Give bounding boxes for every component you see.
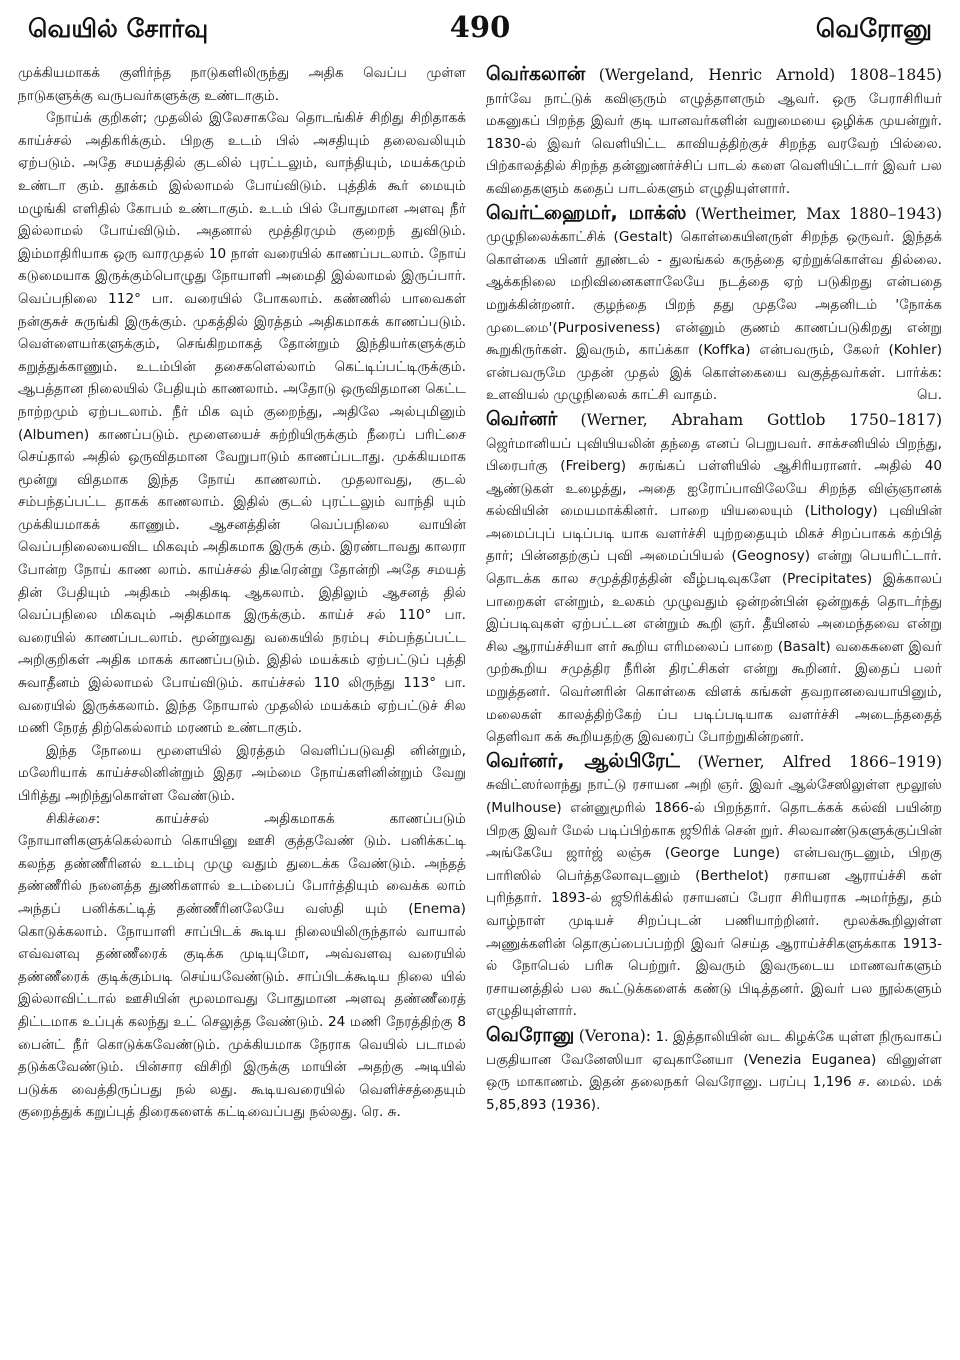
right-column bbox=[486, 62, 942, 1352]
running-head-right: வெரோனு bbox=[815, 14, 932, 43]
entry-body: 1. இத்தாலியின் வட கிழக்கே யுள்ள நிருவாகப் பகுதியான வேனேஸியா ஏவுகானேயா (Venezia Euganea) வினுள்ள ஒரு மாகாணம். இதன் தலைநகர் வெரோனு. பரப்பு 1,196 ச. மைல். மக் 5,85,893 (1936). bbox=[486, 1028, 942, 1113]
entry-verona bbox=[486, 1024, 942, 1116]
author-signature: ரெ. சு. bbox=[361, 1104, 401, 1121]
entry-headword: வெரோனு bbox=[486, 1023, 575, 1046]
entry-latin-name: (Verona): bbox=[578, 1026, 651, 1045]
entry-werner-abraham bbox=[486, 408, 942, 749]
entry-headword: வெர்னர் bbox=[486, 407, 558, 430]
paragraph-continuation: முக்கியமாகக் குளிர்ந்த நாடுகளிலிருந்து அதிக வெப்ப முள்ள நாடுகளுக்கு வருபவர்களுக்கு உண்டாகும். bbox=[18, 65, 466, 104]
entry-body: சுவிட்ஸர்லாந்து நாட்டு ரசாயன அறி ஞர். இவர் ஆல்சேஸிலுள்ள மூலூஸ் (Mulhouse) என்னுமூரில் 1866-ல் பிறந்தார். தொடக்கக் கல்வி பயின்ற பிறகு இவர் மேல் படிப்பிற்காக ஜூரிக் சென் றுர். சிலவாண்டுகளுக்குப்பின் அங்கேயே ஜார்ஜ் லஞ்சு (George Lunge) என்பவருடனும், பிறகு பாரிஸில் பெர்த்தலோவுடனும் (Berthelot) ரசாயன ஆராய்ச்சி கள் புரிந்தார். 1893-ல் ஜூரிக்கில் ரசாயனப் பேரா சிரியராக அமர்ந்து, தம் வாழ்நாள் முடியச் சிறப்புடன் பணியாற்றினர். மூலக்கூறிலுள்ள அணுக்களின் தொகுப்பைப்பற்றி இவர் செய்த ஆராய்ச்சிகளுக்காக 1913-ல் நோபெல் பரிசு பெற்றுர். இவரும் இவருடைய மாணவர்களும் ரசாயனத்தில் பல கூட்டுக்களைக் கண்டு பிடித்தனர். இவர் பல நூல்களும் எழுதியுள்ளார். bbox=[486, 777, 942, 1020]
running-head-left: வெயில் சோர்வு bbox=[28, 14, 209, 43]
entry-body: ஜெர்மானியப் புவியியலின் தந்தை எனப் பெறுபவர். சாக்சனியில் பிறந்து, பிரைபர்கு (Freiberg) சுரங்கப் பள்ளியில் ஆசிரியரானர். அதில் 40 ஆண்டுகள் உழைத்து, அதை ஐரோப்பாவிலேயே சிறந்த விஞ்ஞானக் கல்வியின் மையமாக்கினர். பாறை யியலையும் (Lithology) புவியின் அமைப்புப் படிப்படி யாக வளர்ச்சி யுற்றதையும் மிகச் சிறப்பாகக் கற்பித் தார்; பின்னதற்குப் புவி அமைப்பியல் (Geognosy) என்று பெயரிட்டார். தொடக்க கால சமுத்திரத்தின் வீழ்படிவுகளே (Precipitates) இக்காலப் பாறைகள் என்றும், உலகம் முழுவதும் ஒன்றன்பின் ஒன்றுகத் தொடர்ந்து இப்படிவுகள் ஏற்பட்டன என்றும் கூறி ஞர். தீயினல் அமைந்தவை என்று சில ஆராய்ச்சியா ளர் கூறிய எரிமலைப் பாறை (Basalt) வகைகளை இவர் முற்கூறிய சமுத்திர நீரின் திரட்சிகள் என்று கூறினர். இதைப் பலர் மறுத்தனர். வெர்னரின் கொள்கை விளக் கங்கள் தவறானவையாயினும், மலைகள் காலத்திற்கேற் ப்ப படிப்படியாக வளர்ச்சி அடைந்ததைத் தெளிவா கக் கூறியதற்கு இவரைப் போற்றுகின்றனர். bbox=[486, 435, 942, 746]
entry-wergeland bbox=[486, 63, 942, 201]
entry-wertheimer bbox=[486, 202, 942, 407]
treatment-text: சிகிச்சை: காய்ச்சல் அதிகமாகக் காணப்படும் நோயாளிகளுக்கெல்லாம் கொயினு ஊசி குத்தவேண் டும். பனிக்கட்டி கலந்த தண்ணீரினல் உடம்பு முழு வதும் துடைக்க வேண்டும். அந்தத் தண்ணீரில் நனைத்த துணிகளால் உடம்பைப் போர்த்தியும் வைக்க லாம் அந்தப் பனிக்கட்டித் தண்ணீரினலேயே வஸ்தி யும் (Enema) கொடுக்கலாம். நோயாளி சாப்பிடக் கூடிய நிலையிலிருந்தால் வாயால் எவ்வளவு தண்ணீரைக் குடிக்க முடியுமோ, அவ்வளவு வரையில் தண்ணீரைக் குடிக்கும்படி செய்யவேண்டும். சாப்பிடக்கூடிய நிலை யில் இல்லாவிட்டால் ஊசியின் மூலமாவது போதுமான அளவு தண்ணீரைத் திட்டமாக உப்புக் கலந்து உட் செலுத்த வேண்டும். 24 மணி நேரத்திற்கு 8 பைன்ட் நீர் கொடுக்கவேண்டும். முக்கியமாக நேராக வெயில் படாமல் தடுக்கவேண்டும். பின்சார விசிறி இருக்கு மாயின் அதற்கு அடியில் படுக்க வைத்திருப்பது நல் லது. கூடியவரையில் வெளிச்சத்தையும் குறைத்துக் கறுப்புத் திரைகளைக் கட்டிவைப்பது நல்லது. bbox=[18, 810, 466, 1121]
author-signature: பெ. bbox=[916, 387, 942, 404]
entry-latin-name: (Wertheimer, Max 1880–1943) bbox=[694, 204, 942, 223]
entry-headword: வெர்ட்ஹைமர், மாக்ஸ் bbox=[486, 201, 687, 224]
entry-werner-alfred bbox=[486, 750, 942, 1023]
entry-latin-name: (Werner, Alfred 1866–1919) bbox=[697, 752, 942, 771]
entry-headword: வெர்கலான் bbox=[486, 63, 586, 85]
paragraph-symptoms: நோய்க் குறிகள்; முதலில் இலேசாகவே தொடங்கிச் சிறிது சிறிதாகக் காய்ச்சல் அதிகரிக்கும். பிறகு உடம் பில் அசதியும் தலைவலியும் ஏற்படும். அதே சமயத்தில் குடலில் புரட்டலும், வாந்தியும், மயக்கமும் உண்டா கும். தூக்கம் இல்லாமல் போய்விடும். புத்திக் கூர் மையும் மழுங்கி எளிதில் கோபம் உண்டாகும். உடம் பில் போதுமான அளவு நீர் இல்லாமல் போய்விடும். அதனால் மூத்திரமும் குறைந் துவிடும். இம்மாதிரியாக ஒரு வாரமுதல் 10 நாள் வரையில் காணப்படலாம். நோய் கடுமையாக இருக்கும்பொழுது நோயாளி அமைதி இல்லாமல் இருப்பார். வெப்பநிலை 112° பா. வரையில் போகலாம். கண்ணில் பாவைகள் நன்குசுச் சுருங்கி இருக்கும். முகத்தில் இரத்தம் அதிகமாகக் காணப்படும். வெள்ளையர்களுக்கும், செங்கிறமாகத் தோன்றும் இந்தியர்களுக்கும் கறுத்துக்காணும். உடம்பின் தசைகளெல்லாம் கெட்டிப்பட்டிருக்கும். ஆபத்தான நிலையில் பேதியும் காணலாம். அதோடு ஒருவிதமான கெட்ட நாற்றமும் ஏற்படலாம். நீர் மிக வும் குறைந்து, அதிலே அல்புமினும் (Albumen) காணப்படும். மூளையைச் சுற்றியிருக்கும் நீரைப் பரிட்சை செய்தால் அதில் ஒருவிதமான வேறுபாடும் காணப்படாது. முக்கியமாக மூன்று விதமாக இந்த நோய் காணலாம். முதலாவது, குடல் சம்பந்தப்பட்ட தாகக் காணலாம். இதில் குடல் புரட்டலும் வாந்தி யும் முக்கியமாகக் காணும். ஆசனத்தின் வெப்பநிலை வாயின் வெப்பநிலையைவிட மிகவும் அதிகமாக இருக் கும். இரண்டாவது காலரா போன்ற நோய் காண லாம். காய்ச்சல் திடீரென்று தோன்றி அதே சமயத் தின் பேதியும் அதிகம் அதிகடி ஆகலாம். இதிலும் ஆசனத் தில் வெப்பநிலை மிகவும் அதிகமாக இருக்கும். காய்ச் சல் 110° பா. வரையில் காணப்படலாம். மூன்றுவது வகையில் நரம்பு சம்பந்தப்பட்ட அறிகுறிகள் அதிக மாகக் காணப்படும். இதில் மயக்கம் ஏற்பட்டுப் புத்தி சுவாதீனம் இல்லாமல் போய்விடும். காய்ச்சல் 110 லிருந்து 113° பா. வரையில் இருக்கலாம். இந்த நோயால் முதலில் மயக்கம் ஏற்பட்டுச் சில மணி நேரத் திற்கெல்லாம் மரணம் உண்டாகும். bbox=[18, 110, 466, 737]
paragraph-diagnosis: இந்த நோயை மூளையில் இரத்தம் வெளிப்படுவதி னின்றும், மலேரியாக் காய்ச்சலினின்றும் இதர அம்மை நோய்களினின்றும் வேறு பிரித்து அறிந்துகொள்ள வேண்டும். bbox=[18, 742, 466, 804]
entry-headword: வெர்னர், ஆல்பிரேட் bbox=[486, 749, 680, 772]
paragraph-treatment bbox=[18, 808, 466, 1124]
entry-latin-name: (Werner, Abraham Gottlob 1750–1817) bbox=[580, 410, 942, 429]
page-number: 490 bbox=[449, 10, 511, 44]
left-column bbox=[18, 62, 466, 1352]
entry-body: முழுநிலைக்காட்சிக் (Gestalt) கொள்கையினருள் சிறந்த ஒருவர். இந்தக் கொள்கை யினர் தூண்டல் - துலங்கல் கருத்தை ஏற்றுக்கொள்வ தில்லை. ஆக்கநிலை மறிவினைகளாலேயே நடத்தை ஏற் படுகிறது என்பதை மறுக்கின்றனர். குழந்தை பிறந் தது முதலே அதனிடம் 'நோக்க முடைமை'(Purposiveness) என்னும் குணம் காணப்படுகிறது என்று கூறுகிருர்கள். இவரும், காப்க்கா (Koffka) என்பவரும், கேலர் (Kohler) என்பவருமே முதன் முதல் இக் கொள்கையை வகுத்தவர்கள். பார்க்க: உளவியல் முழுநிலைக் காட்சி வாதம். bbox=[486, 229, 942, 404]
entry-latin-name: (Wergeland, Henric Arnold) 1808–1845) bbox=[598, 66, 942, 84]
entry-body: நார்வே நாட்டுக் கவிஞரும் எழுத்தாளரும் ஆவர். ஒரு பேராசிரியர் மகனுகப் பிறந்த இவர் குடி யானவர்களின் வறுமையை ஒழிக்க முயன்றுர். 1830-ல் இவர் வெளியிட்ட காவியத்திற்குச் சிறந்த வரவேற் பில்லை. பிற்காலத்தில் சிறந்த தன்னுணர்ச்சிப் பாடல் களை வெளியிட்டார் இவர் பல கவிதைகளும் கதைப் பாடல்களும் எழுதியுள்ளார். bbox=[486, 90, 942, 197]
running-head bbox=[0, 0, 960, 60]
